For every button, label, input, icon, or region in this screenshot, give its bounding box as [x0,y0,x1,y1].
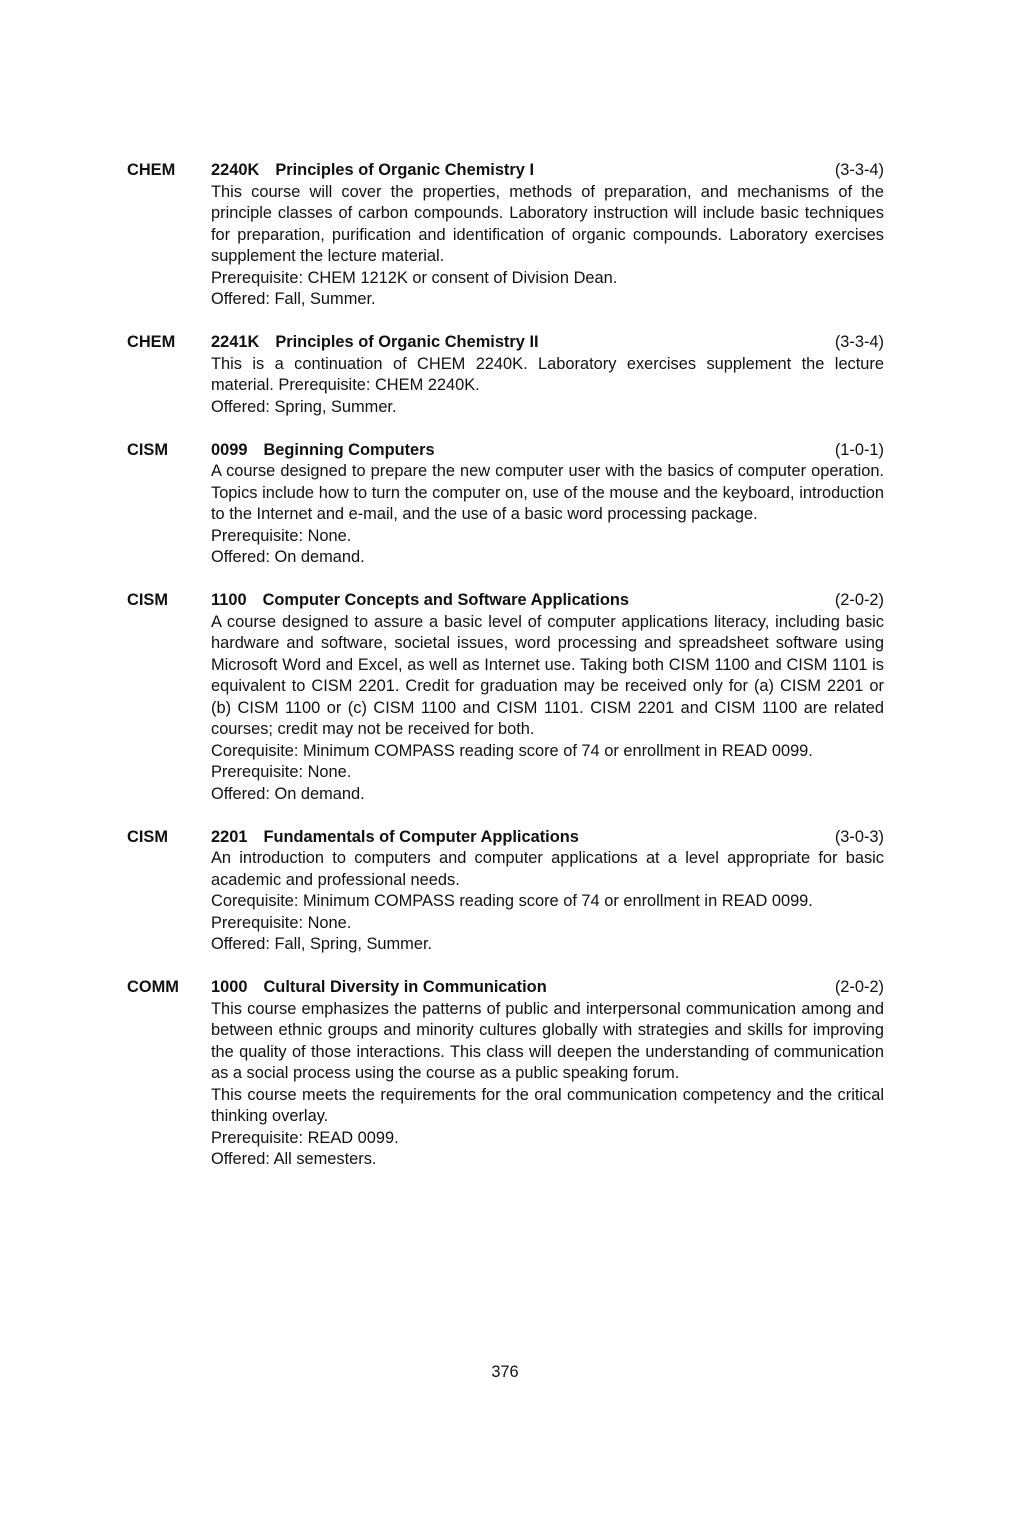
course-description-paragraph: An introduction to computers and computer applications at a level appropriate for basic academic and professional needs. [211,849,884,889]
course-heading [127,332,884,354]
course-number-title [211,440,435,462]
course-description-paragraph: This course emphasizes the patterns of public and interpersonal communication among and between ethnic groups and minority cultures globally with strategies and skills for improving the quality of those interactions. This class will deepen the understanding of communication as a social process using the course as a public speaking forum. [211,999,884,1082]
course-heading [127,160,884,182]
course-hours: (1-0-1) [834,440,884,459]
course-heading [127,977,884,999]
course-prerequisite: Prerequisite: CHEM 1212K or consent of Division Dean. [211,268,618,287]
course-offered: Offered: Fall, Spring, Summer. [211,935,433,953]
course-corequisite: Corequisite: Minimum COMPASS reading score of 74 or enrollment in READ 0099. [211,892,813,910]
course-number-title [211,160,534,182]
course-department: CHEM [127,161,176,179]
course-department: CISM [127,591,168,609]
course-prerequisite: Prerequisite: None. [211,913,352,932]
course-entry [127,590,884,805]
course-title: Computer Concepts and Software Applications [262,591,629,609]
course-number-title [211,332,539,354]
course-requirements-note: This course meets the requirements for the oral communication competency and the critical thinking overlay. [211,1085,884,1125]
course-description-paragraph: This is a continuation of CHEM 2240K. Laboratory exercises supplement the lecture material. Prerequisite: CHEM 2240K. [211,354,884,394]
course-prerequisite: Prerequisite: None. [211,526,352,545]
course-offered: Offered: Fall, Summer. [211,290,376,308]
course-offered: Offered: On demand. [211,548,365,566]
course-number-title [211,590,629,612]
course-catalog-page [127,160,884,1192]
course-description-paragraph: A course designed to prepare the new computer user with the basics of computer operation. Topics include how to turn the computer on, use of the mouse and the keyboard, introduction to the Internet and e-mail, and the use of a basic word processing package. [211,462,884,523]
course-hours: (2-0-2) [834,978,884,996]
course-title: Cultural Diversity in Communication [263,978,547,996]
course-heading [127,440,884,462]
course-heading [127,827,884,849]
course-offered: Offered: On demand. [211,784,365,803]
course-department: CISM [127,440,168,459]
course-prerequisite: Prerequisite: READ 0099. [211,1128,399,1147]
course-number-title [211,977,547,999]
course-entry [127,977,884,1171]
course-description-paragraph: A course designed to assure a basic level of computer applications literacy, including basic hardware and software, societal issues, word processing and spreadsheet software using Microsoft Word and Excel, as well as Internet use. Taking both CISM 1100 and CISM 1101 is equivalent to CISM 2201. Credit for graduation may be received only for (a) CISM 2201 or (b) CISM 1100 or (c) CISM 1100 and CISM 1101. CISM 2201 and CISM 1100 are related courses; credit may not be received for both. [211,612,884,738]
course-title: Principles of Organic Chemistry II [275,333,539,351]
course-number: 2201 [211,827,248,846]
course-number: 2241K [211,333,260,351]
course-number: 1000 [211,978,248,996]
course-offered: Offered: Spring, Summer. [211,397,397,416]
course-title: Fundamentals of Computer Applications [263,827,579,846]
course-hours: (2-0-2) [834,591,884,609]
course-number: 1100 [211,591,247,609]
course-description [211,182,884,311]
course-hours: (3-3-4) [834,161,884,179]
course-corequisite: Corequisite: Minimum COMPASS reading score of 74 or enrollment in READ 0099. [211,741,813,760]
course-entry [127,160,884,311]
course-department: COMM [127,978,179,996]
course-description [211,999,884,1171]
course-entry [127,827,884,956]
page-number: 376 [491,1363,519,1381]
course-entry [127,332,884,418]
course-hours: (3-0-3) [834,827,884,846]
course-prerequisite: Prerequisite: None. [211,763,352,781]
course-department: CHEM [127,333,176,351]
course-entry [127,440,884,569]
course-title: Principles of Organic Chemistry I [275,161,534,179]
course-number: 2240K [211,161,260,179]
course-description-paragraph: This course will cover the properties, methods of preparation, and mechanisms of the principle classes of carbon compounds. Laboratory instruction will include basic techniques for preparation, purification and identification of organic compounds. Laboratory exercises supplement the lecture material. [211,182,884,265]
course-title: Beginning Computers [263,440,435,459]
course-description [211,848,884,956]
course-hours: (3-3-4) [834,333,884,351]
course-description [211,612,884,806]
course-offered: Offered: All semesters. [211,1150,377,1168]
course-number: 0099 [211,440,248,459]
course-description [211,354,884,419]
course-department: CISM [127,827,168,846]
course-description [211,461,884,569]
course-heading [127,590,884,612]
course-number-title [211,827,579,849]
